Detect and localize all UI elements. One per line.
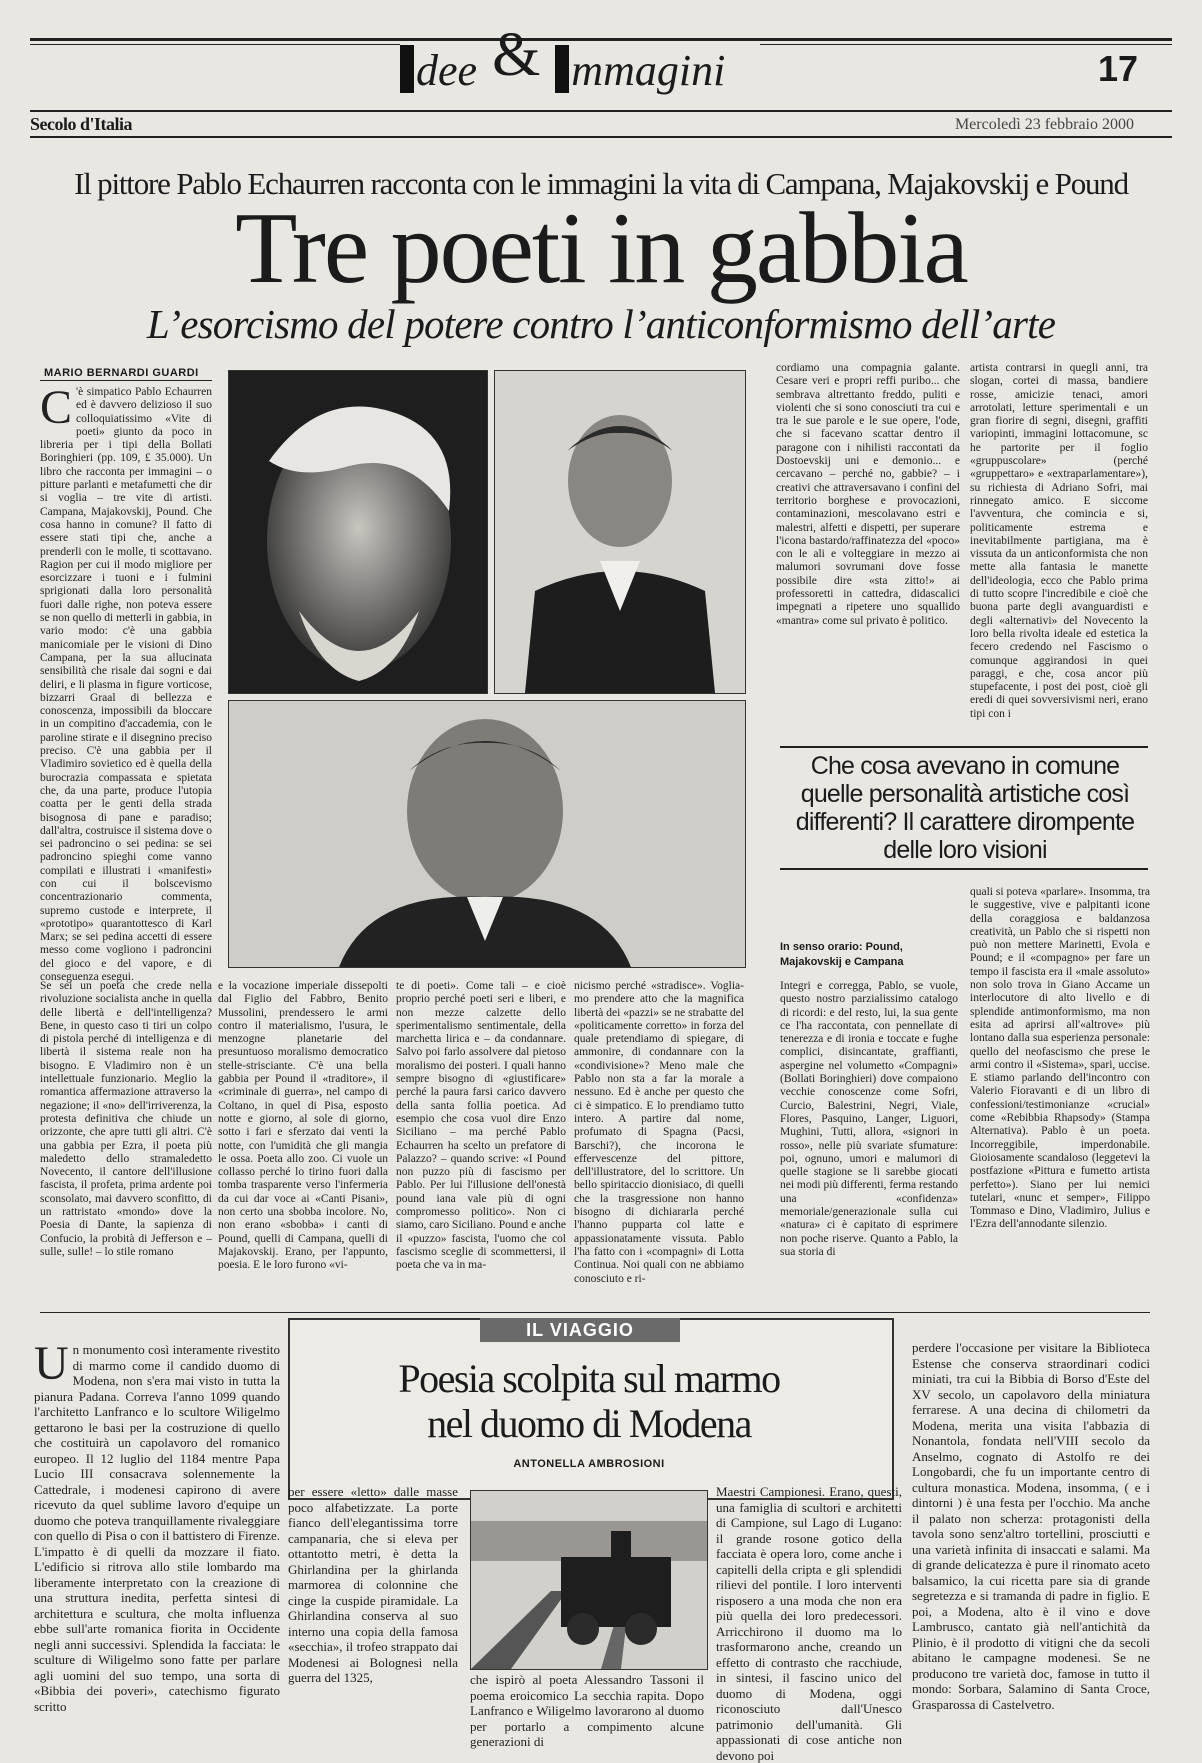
travel-col-1-text: n monumento così interamente rivestito di marmo come il candido duomo di Modena, non s'era mai visto in tutta la pianura Padana. Correva l'anno 1099 quando l'architetto Lanfranco e lo scultore Wiligelmo gettarono le basi per la costruzione di quello che costituirà un capolavoro del romanico europeo. Il 12 luglio del 1184 mentre Papa Lucio III consacrava solennemente la Cattedrale, i modenesi capirono di avere ricevuto da quel sublime lavoro d'equipe un duomo che poteva tranquillamente rivaleggiare con quello di Pisa o con il battistero di Firenze. L'impatto è di quelli da mozzare il fiato. L'edificio si ritrova allo stile lombardo ma liberamente interpretato con la creazione di una struttura inedita, perfetta sintesi di architettura e scultura, che molta influenza ebbe sull'arte romanica fiorita in Occidente negli anni successivi. Splendida la facciata: le sculture di Wiligelmo sono fatte per parlare agli uomini del suo tempo, una sorta di «Bibbia dei poveri», catechismo figurato scritto <box>34 1342 280 1714</box>
main-col-5-bottom <box>780 980 958 1310</box>
pull-quote-rule-top <box>780 746 1148 748</box>
main-dropcap: C <box>40 381 73 434</box>
main-col-2 <box>218 980 388 1310</box>
pull-quote: Che cosa avevano in comune quelle personalità artistiche così differenti? Il carattere dirompente delle loro visioni <box>795 752 1135 864</box>
date-rule <box>30 136 1172 138</box>
article-headline: Tre poeti in gabbia <box>235 192 967 305</box>
travel-headline <box>300 1356 878 1446</box>
travel-byline: ANTONELLA AMBROSIONI <box>513 1458 665 1470</box>
pull-quote-rule-bottom <box>780 868 1148 870</box>
main-col-6 <box>970 886 1150 1310</box>
section-title-bar-1 <box>400 45 414 93</box>
page-number: 17 <box>1097 48 1138 89</box>
section-title <box>400 21 820 110</box>
main-col-1-bottom <box>40 980 212 1310</box>
masthead-rule <box>30 110 1172 112</box>
travel-col-4 <box>912 1340 1150 1748</box>
main-col-1-top <box>40 381 212 984</box>
photo-pound <box>228 370 488 694</box>
article-byline: MARIO BERNARDI GUARDI <box>44 367 199 379</box>
top-rule-thin <box>30 44 400 45</box>
main-col-4-bottom-text: nicismo perché «stradisce». Voglia-mo prendere atto che la magnifica libertà dei «pazzi» se ne strabatte del «politicamente corretto» in forza del quale pretendiamo di spiegare, di ammonire, di condannare con la «condivisione»? Meno male che Pablo non sta a far la morale a nessuno. Ed è anche per questo che ci è simpatico. E lo prendiamo tutto intero. A partire dal nome, profumato di Spagna (Pacsi, Barschi?), che incorona le effervescenze del pittore, dell'illustratore, del lo scrittore. Un bello spiritaccio dionisiaco, di quelli che la trasgressione non hanno bisogno di dichiararla perché l'hanno pupparta col latte e appassionatamente vissuta. Pablo l'ha fatto con i «compagni» di Lotta Continua. Noi quali con ne abbiamo conosciuto e ri- <box>574 980 744 1285</box>
section-title-part1: dee <box>416 46 478 95</box>
article-separator <box>40 1312 1150 1313</box>
main-col-3 <box>396 980 566 1310</box>
main-col-4-top-text: cordiamo una compagnia galante. Cesare veri e propri reffi puribo... che sembrava altrettanto freddo, puliti e violenti che si sono conosciuti tra cui e tra le sue parole e le sue opere, l'ode, che si facevano scattar dentro il paragone con i nihilisti raccontati da Dostoevskij uni e demonio... e cercavano – perché no, gabbie? – i creativi che attraversavano i confini del territorio borghese e provocazioni, contaminazioni, mescolavano estri e malestri, alfetti e dispetti, per superare l'icona bastardo/raffinatezza del «poco» con le ali e volteggiare in mezzo ai malumori sovrumani dove fosse possibile dire «sta zitto!» ai professoretti in cattedra, didascalici impegnati a ripetere uno squallido «mantra» come sul privato è politico. <box>776 362 960 627</box>
travel-headline-line1: Poesia scolpita sul marmo <box>398 1356 780 1401</box>
photo-campana <box>228 700 746 968</box>
main-col-4-top <box>776 362 960 740</box>
section-title-part2: mmagini <box>571 46 726 95</box>
article-kicker: Il pittore Pablo Echaurren racconta con le immagini la vita di Campana, Majakovskij e Pound <box>74 166 1128 201</box>
main-col-6-text: quali si poteva «parlare». Insomma, tra le suggestive, vive e palpitanti icone della coraggiosa e baldanzosa creatività, un Pablo che si rispetti non può non mettere Marinetti, Evola e Pound; e il «compagno» per fare un tempo il fascista era il «male assoluto» non solo trova in Giano Accame un interlocutore di alto livello e di splendide antimonformismo, ma non esita ad aprirsi all'«altrove» più lontano dalla sua esperienza personale: quello del neofascismo che prese le armi contro il «Sistema», spari, uccise. E stiamo parlando dell'incontro con Valerio Fioravanti e di un libro di confessioni/testimonianze «crucial» come «Rebibbia Rhapsody» (Stampa Alternativa). Pablo è un poeta. Incorreggibile, imperdonabile. Gioiosamente scandaloso (leggetevi la postfazione «Pittura e fumetto artista perfetto»). Siano per lui nemici tutelari, «nunc et semper», Filippo Tommaso e Dino, Vladimiro, Julius e l'Ezra dell'annodante silenzio. <box>970 886 1150 1231</box>
top-rule-thin-right <box>760 44 1172 45</box>
travel-headline-line2: nel duomo di Modena <box>427 1401 751 1446</box>
travel-col-2-cont-text: che ispirò al poeta Alessandro Tassoni il poema eroicomico La secchia rapita. Dopo Lanfranco e Wiligelmo lavorarono al duomo per portarlo a compimento alcune generazioni di <box>470 1672 704 1749</box>
main-col-5-bottom-text: Integri e corregga, Pablo, se vuole, questo nostro parzialissimo catalogo di ricordi: e del resto, lui, la sua gente ce l'ha raccontata, con pennellate di tenerezza e di ironia e toccate e fughe complici, disincantate, graffianti, aspergine nel volumetto «Compagni» (Bollati Boringhieri) dove compaiono vecchie conoscenze come Sofri, Curcio, Balestrini, Negri, Viale, Flores, Pasquino, Langer, Liguori, Mughini, Tutti, allora, «signori in rosso», nelle più svariate sfumature: poi, ognuno, umori e malumori di quelle stagione se li sarebbe giocati nei modi più differenti, ferma restando una «confidenza» memoriale/generazionale sulla cui «natura» ci è capitato di esprimere non poche riserve. Quanto a Pablo, la sua storia di <box>780 980 958 1258</box>
photo-majakovskij <box>494 370 746 694</box>
travel-col-4-text: perdere l'occasione per visitare la Biblioteca Estense che conserva straordinari codici miniati, tra cui la Bibbia di Borso d'Este del XV secolo, un capolavoro della miniatura ferrarese. A una decina di chilometri da Modena, merita una visita l'abbazia di Nonantola, fondata nell'VIII secolo da Anselmo, cognato di Astolfo re dei Longobardi, che fu un importante centro di cultura monastica. Modena, insomma, ( e i dintorni ) è una festa per l'occhio. Ma anche il palato non scherza: protagonisti della tavola sono senz'altro tortellini, prosciutti e una varietà infinita di insaccati e salami. Ma di grande delicatezza è pure il rinomato aceto balsamico, la cui ricetta pare sia di grande segretezza e si tramanda di padre in figlio. E poi, a Modena, alto è il vino e dove Lambrusco, cantato già nell'antichità da Plinio, è il prodotto di vitigni che da secoli abitano le campagne modenesi. Se ne producono tre varietà doc, famose in tutto il mondo: Sorbara, Salamino di Santa Croce, Grasparossa di Castelvetro. <box>912 1340 1150 1712</box>
travel-col-3 <box>716 1484 902 1763</box>
travel-section-label: IL VIAGGIO <box>480 1318 680 1342</box>
main-col-1-text: 'è simpatico Pablo Echaurren ed è davvero delizioso il suo colloquiatissimo «Vite di poeti» giunto da poco in libreria per i tipi della Bollati Boringhieri (pp. 109, £ 35.000). Un libro che racconta per immagini – o pitture parlanti e metafumetti che dir si voglia – tre vite di artisti. Campana, Majakovskij, Pound. Che cosa hanno in comune? Il fatto di essere stati tipi che, anche a prenderli con le molle, ti scottavano. Ragion per cui il modo migliore per esorcizzare i tuoni e i fulmini sprigionati dalla loro personalità fuori dalle righe, non poteva essere se non quello di metterli in gabbia, in vario modo: c'è una gabbia manicomiale per le visioni di Dino Campana, per la sua allucinata sensibilità che risale dai sogni e dai deliri, e li plasma in figure vorticose, bizzarri Graal di bellezza e conoscenza, impossibili da bloccare in un compitino d'accademia, con le paroline stirate e il disegnino preciso preciso. C'è una gabbia per il Vladimiro sovietico ed è quella della burocrazia compassata e spietata che, da una parte, produce l'utopia coatta per le genti della strada bisognosa di pane e paradiso; dall'altra, costruisce il sistema dove o sei padroncino o sei pedina: se sei padroncino spieghi come vanno compilati e illustrati i «manifesti» con cui il bolscevismo concentrazionario commenta, supremo custode e interprete, il «prototipo» quarantottesco di Karl Marx; se sei pedina accetti di essere messo come vogliono i padroncini del gioco e del vapore, e di conseguenza esegui. <box>40 386 212 984</box>
main-col-5-top-text: artista contrarsi in quegli anni, tra slogan, cortei di massa, bandiere rosse, amicizie tenaci, amori arrotolati, letture sperimentali e un gran fiorire di segni, disegni, graffiti variopinti, immagini lottacomune, sc he partorite per il foglio «gruppuscolare» (perché «gruppettaro» e «extraparlamentare»), su richiesta di Adriano Sofri, mai rinnegato amico. E siccome l'avventura, che comincia e si, politicamente estrema e inevitabilmente partigiana, ma è vissuta da un anticonformista che non mette alla fantasia le manette dell'ideologia, ecco che Pablo prima di tutto scopre l'incredibile e cioè che buona parte degli avanguardisti e degli «alternativi» del Novecento la loro bella rivolta ideale ed estetica la fecero credendo nel Fascismo o comunque aggirandosi in quei paraggi, e che, cosa ancor più stupefacente, i post dei post, cioè gli eredi di quei sovversivismi neri, erano tipi con i <box>970 362 1148 720</box>
section-title-ampersand: & <box>492 21 541 89</box>
travel-col-2 <box>288 1484 458 1748</box>
main-col-4-bottom <box>574 980 744 1310</box>
photo-caption: In senso orario: Pound, Majakovskij e Campana <box>780 941 904 968</box>
main-col-3-text: te di poeti». Come tali – e cioè proprio perché poeti seri e liberi, e non mezze calzette dello sperimentalismo sentimentale, della marchetta lirica e – da condannare. Salvo poi farlo assolvere dal pietoso moralismo dei posteri. I quali hanno sempre bisogno di «giustificare» perché la paura farsi carico davvero della santa follia poetica. Ad esempio che cosa vuol dire Enzo Siciliano – ma perché Pablo Echaurren ha scelto un prefatore di Palazzo? – quando scrive: «I Pound non puzzo più di fascismo per Pablo. Per lui l'illusione dell'onestà pound iana vale più di ogni compromesso politico». Non ci siamo, caro Siciliano. Pound e anche il «puzzo» fascista, l'uomo che col fascismo sceglie di scommettersi, il poeta che va in ma- <box>396 980 566 1272</box>
main-col-1-bottom-text: Se sei un poeta che crede nella rivoluzione socialista anche in quella delle libertà e dell'intelligenza? Bene, in questo caso ti tiri un colpo di pistola perché di intelligenza e di libertà il sistema reale non ha bisogno. E Vladimiro non è un intellettuale funzionario. Meglio la romantica affermazione attraverso la negazione; il «no» dell'irriverenza, la protesta definitiva che chiude un orizzonte, che apre tutti gli altri. C'è una gabbia per Ezra, il poeta più maledetto dello stramaledetto Novecento, il cantore dell'illusione fascista, il profeta, prima ardente poi sconsolato, mai davvero sconfitto, di un rattristato «mondo» dove la Poesia di Dante, la sapienza di Confucio, la probità di Jefferson e – sulle, sulle! – lo stile romano <box>40 980 212 1258</box>
travel-col-2-cont <box>470 1672 704 1748</box>
photo-train <box>470 1490 708 1670</box>
travel-col-1 <box>34 1337 280 1748</box>
main-col-2-text: e la vocazione imperiale dissepolti dal Figlio del Fabbro, Benito Mussolini, prendessero le armi contro il materialismo, l'usura, le menzogne planetarie del presuntuoso moralismo democratico stelle-strisciante. C'è una bella gabbia per Pound il «traditore», il «criminale di guerra», nel campo di Coltano, in quel di Pisa, esposto notte e giorno, al sole di giorno, sotto i fari e sferzato dai venti la notte, con l'umidità che gli mangia le ossa. Poeta allo zoo. Ci vuole un collasso perché lo tirino fuori dalla tomba trasparente verso l'infermeria da cui dar voce ai «Canti Pisani», non certo una sbobba incolore. No, non erano «sbobba» i canti di Pound, quelli di Campana, quelli di Majakovskij. Erano, per l'appunto, poesia. E le loro furono «vi- <box>218 980 388 1272</box>
publication-date: Mercoledì 23 febbraio 2000 <box>954 116 1134 133</box>
paper-name: Secolo d'Italia <box>30 114 133 134</box>
section-title-bar-2 <box>555 45 569 93</box>
travel-col-3-text: Maestri Campionesi. Erano, questi, una famiglia di scultori e architetti di Campione, sul Lago di Lugano: il grande rosone gotico della facciata è opera loro, come anche i capitelli della cripta e gli splendidi rilievi del pontile. I loro interventi risposero a una moda che non era più quella dei loro predecessori. Arricchirono il duomo ma lo trasformarono anche, creando un effetto di contrasto che racchiude, in sintesi, il fascino unico del duomo di Modena, oggi riconosciuto dall'Unesco patrimonio dell'umanità. Gli appassionati di cose antiche non devono poi <box>716 1484 902 1763</box>
travel-col-2-text: per essere «letto» dalle masse poco alfabetizzate. La porte fianco dell'elegantissima torre campanaria, che si eleva per ottantotto metri, è detta la Ghirlandina per la ghirlanda marmorea di colonnine che cinge la cuspide piramidale. La Ghirlandina conserva al suo interno una copia della famosa «secchia», il trofeo strappato dai Modenesi ai Bolognesi nella guerra del 1325, <box>288 1484 458 1685</box>
article-subhead: L’esorcismo del potere contro l’anticonformismo dell’arte <box>146 301 1056 347</box>
main-col-5-top <box>970 362 1148 740</box>
travel-dropcap: U <box>34 1337 69 1390</box>
